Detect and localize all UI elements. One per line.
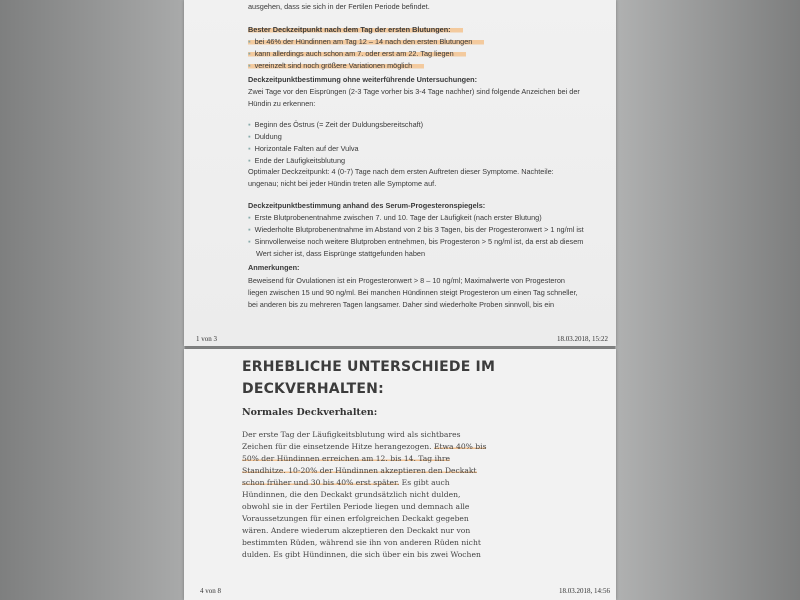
bullet-text: Wiederholte Blutprobenentnahme im Abstand von 2 bis 3 Tagen, bis der Progesteronwert > 1 ng/ml ist	[254, 225, 584, 234]
text-line	[242, 441, 486, 453]
highlighted-bullet	[248, 49, 466, 59]
bullet-icon: ▪	[248, 213, 251, 222]
bullet-item	[248, 156, 345, 166]
text-line: Zwei Tage vor den Eisprüngen (2-3 Tage vorher bis 3-4 Tage nachher) sind folgende Anzeichen bei der	[248, 87, 580, 96]
underlined-text: Standhitze. 10-20% der Hündinnen akzeptieren den Deckakt	[242, 466, 477, 475]
text-line: Voraussetzungen für einen erfolgreichen Deckakt gegeben	[242, 514, 469, 523]
text-line: Hündinnen, die den Deckakt grundsätzlich nicht dulden,	[242, 490, 461, 499]
section-heading: Anmerkungen:	[248, 263, 300, 272]
text-line: obwohl sie in der Fertilen Periode liegen und demnach alle	[242, 502, 470, 511]
text-line: Optimaler Deckzeitpunkt: 4 (0-7) Tage nach dem ersten Auftreten dieser Symptome. Nachteile:	[248, 167, 554, 176]
bullet-item	[248, 225, 584, 235]
bullet-item	[248, 213, 542, 223]
text-line: wären. Andere wiederum akzeptieren den Deckakt nur von	[242, 526, 471, 535]
bullet-icon: ▪	[248, 37, 251, 46]
text-line: Hündin zu erkennen:	[248, 99, 316, 108]
text-line: ungenau; nicht bei jeder Hündin treten alle Symptome auf.	[248, 179, 437, 188]
text-segment: Es gibt auch	[399, 478, 450, 487]
bullet-icon: ▪	[248, 225, 251, 234]
blurred-background-left	[0, 0, 185, 600]
bullet-icon: ▪	[248, 132, 251, 141]
bullet-text: bei 46% der Hündinnen am Tag 12 – 14 nach den ersten Blutungen	[254, 37, 473, 46]
text-line: bestimmten Rüden, während sie ihn von anderen Rüden nicht	[242, 538, 481, 547]
highlighted-bullet	[248, 61, 424, 71]
bullet-item	[248, 132, 282, 142]
bullet-icon: ▪	[248, 120, 251, 129]
bullet-icon: ▪	[248, 61, 251, 70]
underlined-text: 50% der Hündinnen erreichen am 12. bis 14. Tag ihre	[242, 454, 451, 463]
bullet-text: vereinzelt sind noch größere Variationen möglich	[254, 61, 413, 70]
section-heading: Deckzeitpunktbestimmung anhand des Serum-Progesteronspiegels:	[248, 201, 486, 210]
bullet-item	[248, 237, 583, 247]
highlighted-bullet	[248, 37, 484, 47]
bullet-text: kann allerdings auch schon am 7. oder erst am 22. Tag liegen	[254, 49, 454, 58]
text-line	[242, 477, 450, 489]
page-heading-line1: ERHEBLICHE UNTERSCHIEDE IM	[242, 359, 496, 375]
page-heading-line2: DECKVERHALTEN:	[242, 381, 384, 397]
bullet-text: Sinnvollerweise noch weitere Blutproben entnehmen, bis Progesteron > 5 ng/ml ist, da erst ab diesem	[254, 237, 584, 246]
text-line	[242, 453, 450, 465]
text-line	[242, 465, 477, 477]
bullet-text: Duldung	[254, 132, 282, 141]
bullet-text: Ende der Läufigkeitsblutung	[254, 156, 346, 165]
underlined-text: schon früher und 30 bis 40% erst später.	[242, 478, 400, 487]
page-number: 4 von 8	[200, 587, 221, 595]
bullet-icon: ▪	[248, 237, 251, 246]
page-number: 1 von 3	[196, 335, 217, 343]
bullet-item	[248, 120, 423, 130]
text-segment: Zeichen für die einsetzende Hitze herangezogen.	[242, 442, 434, 451]
text-line: ausgehen, dass sie sich in der Fertilen Periode befindet.	[248, 2, 430, 11]
text-line: Wert sicher ist, dass Eisprünge stattgefunden haben	[256, 249, 426, 258]
document-page-1	[184, 0, 616, 346]
print-timestamp: 18.03.2018, 14:56	[559, 587, 610, 595]
print-timestamp: 18.03.2018, 15:22	[557, 335, 608, 343]
text-line: dulden. Es gibt Hündinnen, die sich über ein bis zwei Wochen	[242, 550, 481, 559]
blurred-background-right	[615, 0, 800, 600]
text-line: bei anderen bis zu mehreren Tagen langsamer. Daher sind wiederholte Proben sinnvoll, bis ein	[248, 300, 555, 309]
section-heading: Deckzeitpunktbestimmung ohne weiterführende Untersuchungen:	[248, 75, 478, 84]
document-page-2	[184, 349, 616, 600]
bullet-icon: ▪	[248, 49, 251, 58]
highlighted-heading	[248, 25, 463, 35]
underlined-text: Etwa 40% bis	[433, 442, 487, 451]
bullet-icon: ▪	[248, 156, 251, 165]
bullet-item	[248, 144, 359, 154]
bullet-text: Horizontale Falten auf der Vulva	[254, 144, 359, 153]
text-line: liegen zwischen 15 und 90 ng/ml. Bei manchen Hündinnen steigt Progesteron um einen Tag schneller,	[248, 288, 578, 297]
subheading: Normales Deckverhalten:	[242, 407, 378, 418]
text-line: Der erste Tag der Läufigkeitsblutung wird als sichtbares	[242, 430, 461, 439]
heading-text: Bester Deckzeitpunkt nach dem Tag der ersten Blutungen:	[248, 25, 463, 34]
bullet-text: Erste Blutprobenentnahme zwischen 7. und 10. Tage der Läufigkeit (nach erster Blutung)	[254, 213, 542, 222]
text-line: Beweisend für Ovulationen ist ein Progesteronwert > 8 – 10 ng/ml; Maximalwerte von Progesteron	[248, 276, 565, 285]
bullet-text: Beginn des Östrus (= Zeit der Duldungsbereitschaft)	[254, 120, 424, 129]
bullet-icon: ▪	[248, 144, 251, 153]
